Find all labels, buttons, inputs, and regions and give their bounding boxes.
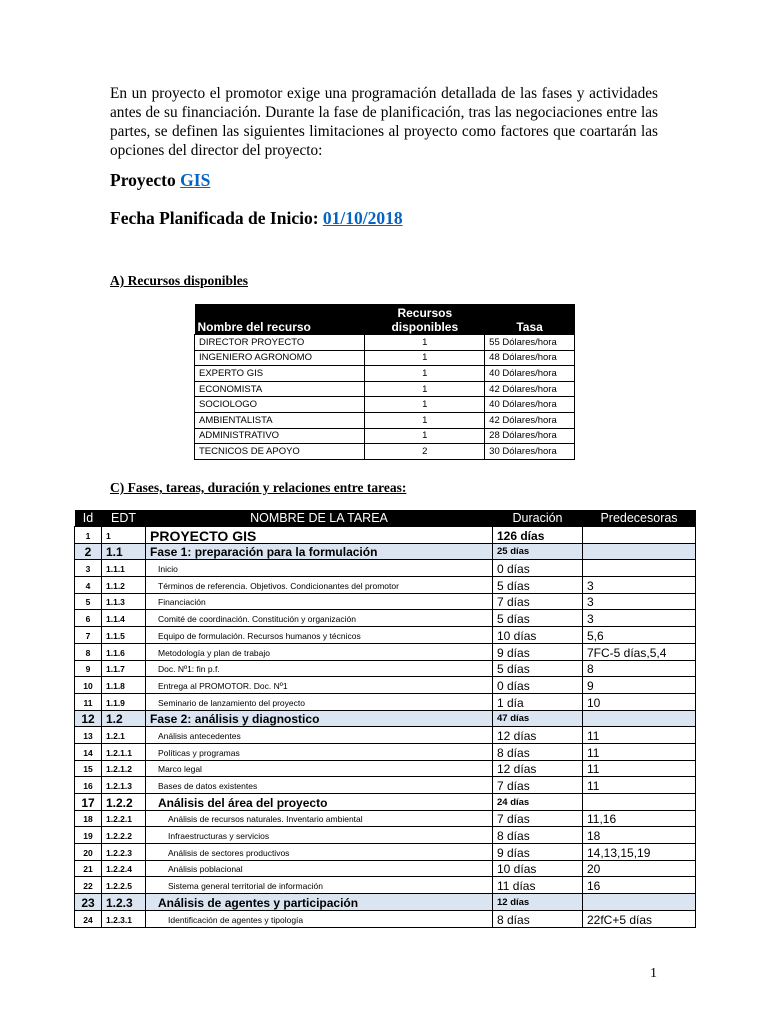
resource-available-cell: 2	[365, 444, 485, 460]
task-name-cell: Infraestructuras y servicios	[146, 827, 493, 844]
resources-header-row	[195, 304, 575, 335]
task-id-cell: 22	[75, 877, 102, 894]
task-edt-cell: 1.2	[102, 710, 146, 727]
task-row	[75, 777, 696, 794]
task-name-cell: Análisis del área del proyecto	[146, 794, 493, 811]
task-row	[75, 910, 696, 927]
task-id-cell: 20	[75, 844, 102, 861]
task-row	[75, 844, 696, 861]
task-name-cell: Análisis de recursos naturales. Inventario ambiental	[146, 810, 493, 827]
task-dur-cell: 12 días	[493, 727, 583, 744]
task-name-cell: Entrega al PROMOTOR. Doc. Nº1	[146, 677, 493, 694]
task-id-cell: 11	[75, 693, 102, 710]
task-dur-cell: 0 días	[493, 677, 583, 694]
task-pred-cell: 20	[583, 860, 696, 877]
task-dur-cell: 8 días	[493, 910, 583, 927]
task-pred-cell: 7FC-5 días,5,4	[583, 643, 696, 660]
resource-name-cell: EXPERTO GIS	[195, 366, 365, 382]
task-row	[75, 660, 696, 677]
phase-row	[75, 543, 696, 560]
task-id-cell: 18	[75, 810, 102, 827]
task-edt-cell: 1.1.8	[102, 677, 146, 694]
resource-row	[195, 350, 575, 366]
task-name-cell: PROYECTO GIS	[146, 527, 493, 544]
task-dur-cell: 8 días	[493, 743, 583, 760]
phase-row	[75, 894, 696, 911]
task-name-cell: Doc. Nº1: fin p.f.	[146, 660, 493, 677]
resource-available-cell: 1	[365, 335, 485, 351]
task-pred-cell: 10	[583, 693, 696, 710]
tasks-header-predecessors: Predecesoras	[583, 510, 696, 527]
task-dur-cell: 1 día	[493, 693, 583, 710]
resource-row	[195, 397, 575, 413]
resource-available-cell: 1	[365, 397, 485, 413]
task-row	[75, 877, 696, 894]
resource-available-cell: 1	[365, 412, 485, 428]
task-id-cell: 16	[75, 777, 102, 794]
resources-header-name: Nombre del recurso	[195, 304, 365, 335]
task-id-cell: 2	[75, 543, 102, 560]
task-id-cell: 24	[75, 910, 102, 927]
resource-available-cell: 1	[365, 381, 485, 397]
task-pred-cell: 22fC+5 días	[583, 910, 696, 927]
task-id-cell: 23	[75, 894, 102, 911]
task-name-cell: Seminario de lanzamiento del proyecto	[146, 693, 493, 710]
task-edt-cell: 1.2.2	[102, 794, 146, 811]
task-pred-cell: 9	[583, 677, 696, 694]
task-dur-cell: 47 días	[493, 710, 583, 727]
project-label: Proyecto	[110, 170, 181, 190]
task-id-cell: 5	[75, 593, 102, 610]
task-dur-cell: 25 días	[493, 543, 583, 560]
task-id-cell: 3	[75, 560, 102, 577]
task-edt-cell: 1.2.2.3	[102, 844, 146, 861]
task-row	[75, 860, 696, 877]
task-edt-cell: 1.2.1.2	[102, 760, 146, 777]
resources-header-rate: Tasa	[485, 304, 575, 335]
tasks-section-title: C) Fases, tareas, duración y relaciones entre tareas:	[110, 480, 407, 495]
task-id-cell: 7	[75, 627, 102, 644]
task-row	[75, 827, 696, 844]
tasks-header-row	[75, 510, 696, 527]
resource-rate-cell: 55 Dólares/hora	[485, 335, 575, 351]
tasks-header-edt: EDT	[102, 510, 146, 527]
resource-rate-cell: 42 Dólares/hora	[485, 412, 575, 428]
task-pred-cell: 16	[583, 877, 696, 894]
subphase-row	[75, 794, 696, 811]
resource-rate-cell: 40 Dólares/hora	[485, 366, 575, 382]
resource-row	[195, 412, 575, 428]
task-edt-cell: 1	[102, 527, 146, 544]
resources-header-available: Recursos disponibles	[365, 304, 485, 335]
intro-paragraph: En un proyecto el promotor exige una programación detallada de las fases y actividades antes de su financiación. Durante la fase de planificación, tras las negociaciones entre las partes, se definen las siguientes limitaciones al proyecto como factores que coartarán las opciones del director del proyecto:	[110, 85, 658, 159]
start-date-label: Fecha Planificada de Inicio:	[110, 208, 323, 228]
resources-table	[194, 304, 575, 460]
task-edt-cell: 1.2.1.3	[102, 777, 146, 794]
task-edt-cell: 1.1.7	[102, 660, 146, 677]
task-edt-cell: 1.1.6	[102, 643, 146, 660]
task-edt-cell: 1.2.3.1	[102, 910, 146, 927]
task-dur-cell: 5 días	[493, 577, 583, 594]
task-id-cell: 17	[75, 794, 102, 811]
task-edt-cell: 1.2.2.1	[102, 810, 146, 827]
task-name-cell: Análisis poblacional	[146, 860, 493, 877]
resource-name-cell: SOCIOLOGO	[195, 397, 365, 413]
task-name-cell: Análisis de sectores productivos	[146, 844, 493, 861]
project-heading	[110, 170, 210, 191]
tasks-header-id: Id	[75, 510, 102, 527]
task-pred-cell: 11	[583, 743, 696, 760]
task-edt-cell: 1.2.1.1	[102, 743, 146, 760]
resource-row	[195, 366, 575, 382]
task-dur-cell: 11 días	[493, 877, 583, 894]
task-edt-cell: 1.2.2.2	[102, 827, 146, 844]
task-name-cell: Análisis antecedentes	[146, 727, 493, 744]
task-row	[75, 610, 696, 627]
task-id-cell: 8	[75, 643, 102, 660]
task-dur-cell: 9 días	[493, 643, 583, 660]
task-pred-cell: 11	[583, 727, 696, 744]
task-pred-cell	[583, 543, 696, 560]
task-pred-cell: 14,13,15,19	[583, 844, 696, 861]
resource-available-cell: 1	[365, 428, 485, 444]
tasks-header-duration: Duración	[493, 510, 583, 527]
resource-name-cell: TECNICOS DE APOYO	[195, 444, 365, 460]
task-edt-cell: 1.1.2	[102, 577, 146, 594]
task-dur-cell: 10 días	[493, 627, 583, 644]
task-name-cell: Comité de coordinación. Constitución y organización	[146, 610, 493, 627]
task-dur-cell: 8 días	[493, 827, 583, 844]
task-row	[75, 810, 696, 827]
task-row	[75, 560, 696, 577]
resources-section-title: A) Recursos disponibles	[110, 273, 249, 288]
task-name-cell: Análisis de agentes y participación	[146, 894, 493, 911]
task-dur-cell: 7 días	[493, 593, 583, 610]
task-row	[75, 577, 696, 594]
resource-row	[195, 335, 575, 351]
task-dur-cell: 7 días	[493, 777, 583, 794]
resource-available-cell: 1	[365, 350, 485, 366]
resource-row	[195, 381, 575, 397]
task-pred-cell	[583, 794, 696, 811]
resource-name-cell: ADMINISTRATIVO	[195, 428, 365, 444]
task-pred-cell	[583, 894, 696, 911]
task-dur-cell: 10 días	[493, 860, 583, 877]
task-edt-cell: 1.2.1	[102, 727, 146, 744]
task-pred-cell: 3	[583, 577, 696, 594]
task-id-cell: 1	[75, 527, 102, 544]
project-name-link[interactable]: GIS	[180, 170, 211, 190]
task-row	[75, 743, 696, 760]
task-edt-cell: 1.1	[102, 543, 146, 560]
task-id-cell: 13	[75, 727, 102, 744]
task-pred-cell: 18	[583, 827, 696, 844]
task-dur-cell: 24 días	[493, 794, 583, 811]
task-id-cell: 19	[75, 827, 102, 844]
resource-available-cell: 1	[365, 366, 485, 382]
task-dur-cell: 126 días	[493, 527, 583, 544]
task-row	[75, 643, 696, 660]
task-name-cell: Metodología y plan de trabajo	[146, 643, 493, 660]
task-pred-cell	[583, 527, 696, 544]
task-name-cell: Fase 2: análisis y diagnostico	[146, 710, 493, 727]
resource-name-cell: INGENIERO AGRONOMO	[195, 350, 365, 366]
task-dur-cell: 12 días	[493, 894, 583, 911]
task-pred-cell: 3	[583, 610, 696, 627]
task-row	[75, 593, 696, 610]
task-row	[75, 727, 696, 744]
task-edt-cell: 1.1.3	[102, 593, 146, 610]
task-id-cell: 4	[75, 577, 102, 594]
resource-name-cell: AMBIENTALISTA	[195, 412, 365, 428]
start-date-link[interactable]: 01/10/2018	[322, 208, 403, 228]
task-name-cell: Inicio	[146, 560, 493, 577]
resource-rate-cell: 30 Dólares/hora	[485, 444, 575, 460]
task-name-cell: Bases de datos existentes	[146, 777, 493, 794]
task-id-cell: 9	[75, 660, 102, 677]
task-dur-cell: 5 días	[493, 660, 583, 677]
task-edt-cell: 1.2.2.5	[102, 877, 146, 894]
task-id-cell: 6	[75, 610, 102, 627]
task-pred-cell: 8	[583, 660, 696, 677]
task-edt-cell: 1.1.4	[102, 610, 146, 627]
task-name-cell: Marco legal	[146, 760, 493, 777]
task-id-cell: 14	[75, 743, 102, 760]
task-name-cell: Financiación	[146, 593, 493, 610]
resource-rate-cell: 40 Dólares/hora	[485, 397, 575, 413]
task-pred-cell: 11	[583, 760, 696, 777]
resource-rate-cell: 48 Dólares/hora	[485, 350, 575, 366]
task-name-cell: Fase 1: preparación para la formulación	[146, 543, 493, 560]
start-date-heading	[110, 208, 403, 229]
task-name-cell: Identificación de agentes y tipología	[146, 910, 493, 927]
task-row	[75, 693, 696, 710]
resource-rate-cell: 28 Dólares/hora	[485, 428, 575, 444]
resource-row	[195, 428, 575, 444]
resource-rate-cell: 42 Dólares/hora	[485, 381, 575, 397]
task-name-cell: Políticas y programas	[146, 743, 493, 760]
page-number: 1	[650, 966, 657, 981]
phase-row	[75, 710, 696, 727]
task-row	[75, 677, 696, 694]
task-dur-cell: 9 días	[493, 844, 583, 861]
task-name-cell: Términos de referencia. Objetivos. Condicionantes del promotor	[146, 577, 493, 594]
task-name-cell: Equipo de formulación. Recursos humanos y técnicos	[146, 627, 493, 644]
task-edt-cell: 1.1.1	[102, 560, 146, 577]
task-edt-cell: 1.1.9	[102, 693, 146, 710]
task-dur-cell: 5 días	[493, 610, 583, 627]
task-dur-cell: 0 días	[493, 560, 583, 577]
task-pred-cell	[583, 560, 696, 577]
task-pred-cell: 11,16	[583, 810, 696, 827]
task-id-cell: 10	[75, 677, 102, 694]
tasks-table	[74, 510, 696, 928]
resource-name-cell: DIRECTOR PROYECTO	[195, 335, 365, 351]
task-edt-cell: 1.2.2.4	[102, 860, 146, 877]
resource-row	[195, 444, 575, 460]
task-id-cell: 21	[75, 860, 102, 877]
task-name-cell: Sistema general territorial de información	[146, 877, 493, 894]
task-dur-cell: 7 días	[493, 810, 583, 827]
task-edt-cell: 1.1.5	[102, 627, 146, 644]
task-row	[75, 760, 696, 777]
task-dur-cell: 12 días	[493, 760, 583, 777]
task-pred-cell: 3	[583, 593, 696, 610]
task-id-cell: 12	[75, 710, 102, 727]
project-row	[75, 527, 696, 544]
task-pred-cell: 5,6	[583, 627, 696, 644]
task-pred-cell	[583, 710, 696, 727]
tasks-header-name: NOMBRE DE LA TAREA	[146, 510, 493, 527]
task-edt-cell: 1.2.3	[102, 894, 146, 911]
task-pred-cell: 11	[583, 777, 696, 794]
task-id-cell: 15	[75, 760, 102, 777]
task-row	[75, 627, 696, 644]
resource-name-cell: ECONOMISTA	[195, 381, 365, 397]
